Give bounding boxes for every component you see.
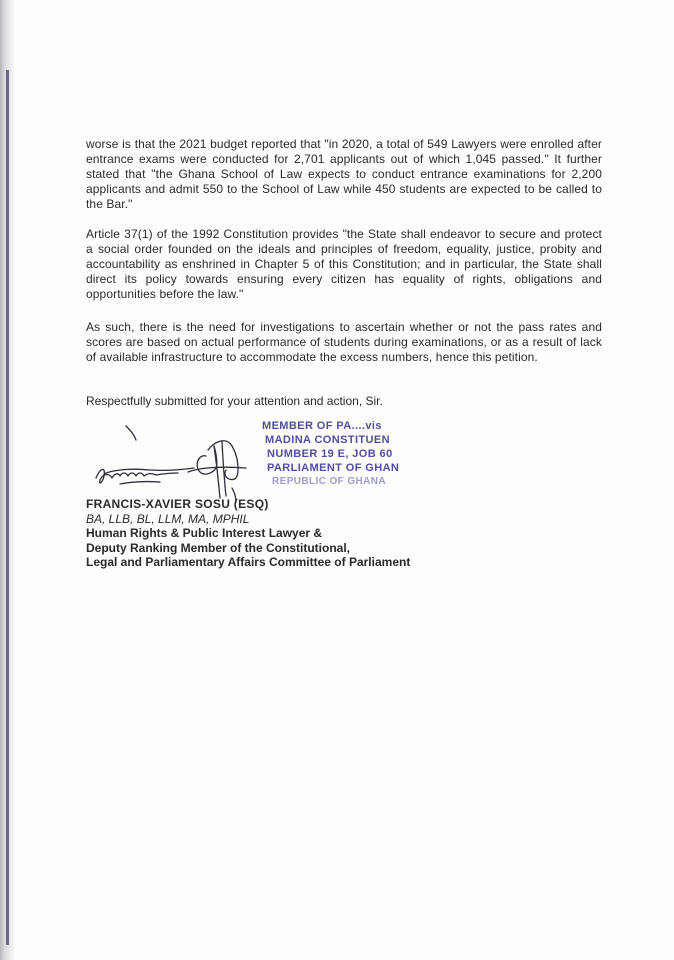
handwritten-signature: [90, 416, 260, 506]
official-stamp: [262, 419, 452, 489]
paragraph-investigation: As such, there is the need for investigations to ascertain whether or not the pass rates and scores are based on actual performance of students during examinations, or as a result of lack of available infrastructure to accommodate the excess numbers, hence this petition.: [86, 320, 602, 364]
signatory-title: Deputy Ranking Member of the Constitutional,: [86, 540, 351, 555]
signatory-name: FRANCIS-XAVIER SOSU (ESQ): [86, 497, 269, 511]
stamp-line: NUMBER 19 E, JOB 60: [267, 448, 393, 460]
stamp-line: MADINA CONSTITUEN: [265, 434, 390, 446]
signatory-qualifications: BA, LLB, BL, LLM, MA, MPHIL: [86, 511, 250, 526]
signatory-block: [86, 497, 410, 570]
page-edge-line: [6, 70, 9, 945]
signatory-title: Human Rights & Public Interest Lawyer &: [86, 526, 323, 540]
paragraph-budget: worse is that the 2021 budget reported that "in 2020, a total of 549 Lawyers were enrolled after entrance exams were conducted for 2,701 applicants out of which 1,045 passed." It further stated that "the Ghana School of Law expects to conduct entrance examinations for 2,200 applicants and admit 550 to the School of Law while 450 students are expected to be called to the Bar.": [86, 137, 602, 211]
paragraph-article-37: Article 37(1) of the 1992 Constitution provides "the State shall endeavor to secure and protect a social order founded on the ideals and principles of freedom, equality, justice, probity and accountability as enshrined in Chapter 5 of this Constitution; and in particular, the State shall direct its policy towards ensuring every citizen has equality of rights, obligations and opportunities before the law.": [86, 227, 602, 301]
closing-line: Respectfully submitted for your attention and action, Sir.: [86, 394, 383, 408]
stamp-line: PARLIAMENT OF GHAN: [267, 462, 400, 474]
stamp-line: MEMBER OF PA....vis: [262, 420, 382, 432]
signatory-title: Legal and Parliamentary Affairs Committee of Parliament: [86, 555, 411, 569]
stamp-line: REPUBLIC OF GHANA: [272, 476, 387, 487]
